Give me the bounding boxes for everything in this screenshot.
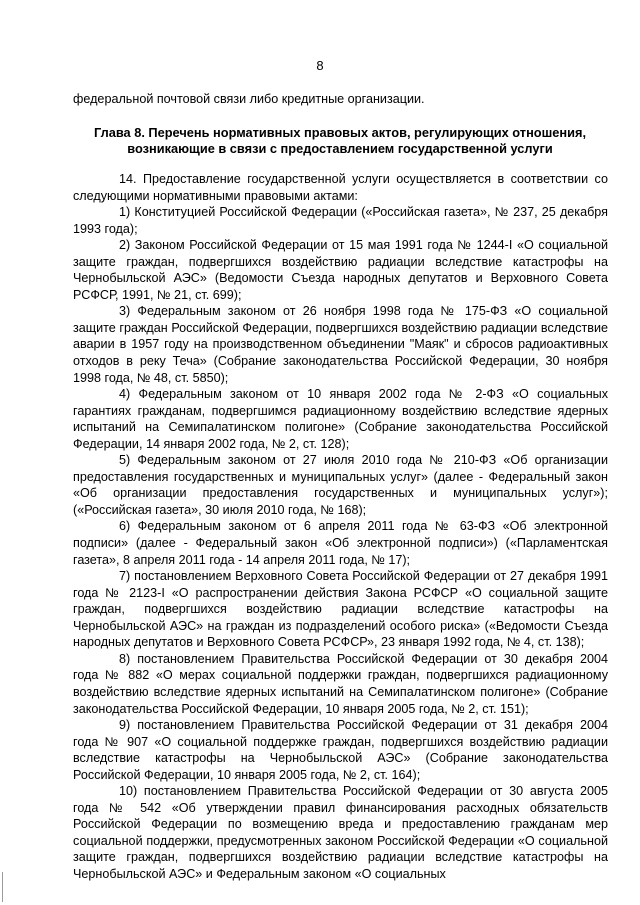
paragraph: 7) постановлением Верховного Совета Российской Федерации от 27 декабря 1991 года № 2123-I «О распространении действия Закона РСФСР «О социальной защите граждан, подвергшихся воздействию радиации вследствие катастрофы на Чернобыльской АЭС» на граждан из подразделений особого риска» («Ведомости Съезда народных депутатов и Верховного Совета РСФСР», 23 января 1992 года, № 4, ст. 138); <box>73 569 608 650</box>
paragraph: 5) Федеральным законом от 27 июля 2010 года № 210-ФЗ «Об организации предоставления государственных и муниципальных услуг» (далее - Федеральный закон «Об организации предоставления государственных и муниципальных услуг»); («Российская газета», 30 июля 2010 года, № 168); <box>73 453 608 517</box>
page-number: 8 <box>316 58 324 73</box>
paragraph: 14. Предоставление государственной услуги осуществляется в соответствии со следующими нормативными правовыми актами: <box>73 172 608 203</box>
chapter-title: Глава 8. Перечень нормативных правовых актов, регулирующих отношения, возникающие в связи с предоставлением государственной услуги <box>93 125 587 157</box>
paragraph: 9) постановлением Правительства Российской Федерации от 31 декабря 2004 года № 907 «О социальной поддержке граждан, подвергшихся воздействию радиации вследствие катастрофы на Чернобыльской АЭС» (Собрание законодательства Российской Федерации, 10 января 2005 года, № 2, ст. 164); <box>73 718 608 782</box>
scan-edge-mark <box>2 872 3 902</box>
paragraph: 2) Законом Российской Федерации от 15 мая 1991 года № 1244-I «О социальной защите граждан, подвергшихся воздействию радиации вследствие катастрофы на Чернобыльской АЭС» (Ведомости Съезда народных депутатов и Верховного Совета РСФСР, 1991, № 21, ст. 699); <box>73 238 608 302</box>
paragraph: 3) Федеральным законом от 26 ноября 1998 года № 175-ФЗ «О социальной защите граждан Российской Федерации, подвергшихся воздействию радиации вследствие аварии в 1957 году на производственном объединении "Маяк" и сбросов радиоактивных отходов в реку Теча» (Собрание законодательства Российской Федерации, 30 ноября 1998 года, № 48, ст. 5850); <box>73 304 608 385</box>
body-text <box>73 171 608 883</box>
paragraph: 4) Федеральным законом от 10 января 2002 года № 2-ФЗ «О социальных гарантиях гражданам, подвергшимся радиационному воздействию вследствие ядерных испытаний на Семипалатинском полигоне» (Собрание законодательства Российской Федерации, 14 января 2002 года, № 2, ст. 128); <box>73 387 608 451</box>
paragraph: 1) Конституцией Российской Федерации («Российская газета», № 237, 25 декабря 1993 года); <box>73 205 608 236</box>
paragraph: 8) постановлением Правительства Российской Федерации от 30 декабря 2004 года № 882 «О мерах социальной поддержки граждан, подвергшихся радиационному воздействию вследствие ядерных испытаний на Семипалатинском полигоне» (Собрание законодательства Российской Федерации, 10 января 2005 года, № 2, ст. 151); <box>73 651 608 716</box>
lead-text-line: федеральной почтовой связи либо кредитные организации. <box>73 92 425 106</box>
paragraph: 10) постановлением Правительства Российской Федерации от 30 августа 2005 года № 542 «Об утверждении правил финансирования расходных обязательств Российской Федерации по возмещению вреда и предоставлению гражданам мер социальной поддержки, предусмотренных законом Российской Федерации «О социальной защите граждан, подвергшихся воздействию радиации вследствие катастрофы на Чернобыльской АЭС» и Федеральным законом «О социальных <box>73 784 608 881</box>
paragraph: 6) Федеральным законом от 6 апреля 2011 года № 63-ФЗ «Об электронной подписи» (далее - Федеральный закон «Об электронной подписи») («Парламентская газета», 8 апреля 2011 года - 14 апреля 2011 года, № 17); <box>73 519 608 567</box>
